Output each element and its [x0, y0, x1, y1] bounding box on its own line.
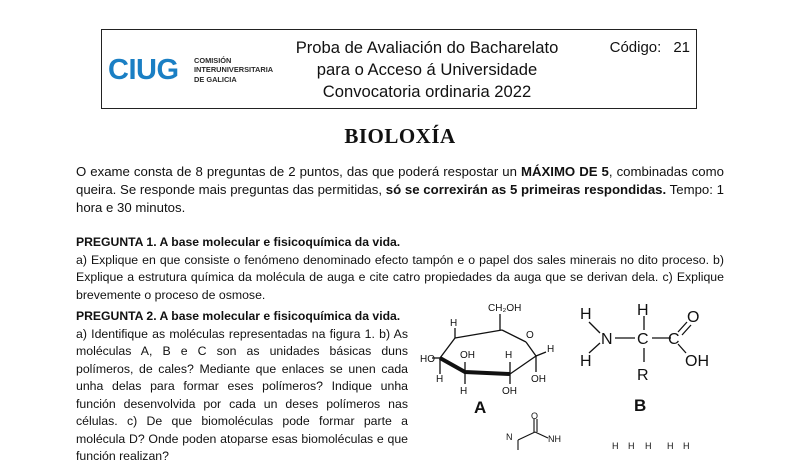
logo-line: DE GALICIA — [194, 74, 237, 84]
molecule-a-figure — [420, 300, 570, 420]
question-title: PREGUNTA 2. A base molecular e fisicoquímica da vida. — [76, 309, 401, 323]
mol-d-h: H — [645, 441, 652, 451]
molecule-d-figure — [612, 438, 732, 450]
question-1 — [76, 234, 724, 304]
mol-b-h: H — [580, 306, 592, 323]
intro-bold: MÁXIMO DE 5 — [520, 164, 609, 179]
mol-b-h: H — [637, 302, 649, 319]
exam-header — [101, 29, 697, 109]
ciug-logo — [108, 53, 288, 87]
mol-d-h: H — [628, 441, 635, 451]
question-text: a) Explique en que consiste o fenómeno denominado efecto tampón e o papel dos sales minerais no dito proceso. b) Explique a estrutura química da molécula de auga e cite catro propiedades da auga que se derivan dela. c) Explique brevemente o proceso de osmose. — [76, 252, 724, 302]
mol-b-c: C — [637, 331, 649, 348]
question-text: a) Identifique as moléculas representadas na figura 1. b) As moléculas A, B e C son as unidades básicas duns polímeros, de cales? Mediante que enlaces se unen cada unha delas para formar eses polímeros? Indique unha función desenvolvida por cada un deses polímeros nas células. c) De que biomoléculas pode formar parte a molécula D? Onde poden atoparse esas biomoléculas e que función realizan? — [76, 326, 408, 463]
exam-title-line: Proba de Avaliación do Bacharelato — [295, 38, 559, 57]
mol-c-o: O — [531, 411, 539, 421]
mol-a-h: H — [547, 344, 555, 355]
mol-a-oh: OH — [502, 386, 517, 397]
exam-title — [282, 37, 572, 103]
mol-a-h: H — [450, 318, 458, 329]
mol-b-oh: OH — [685, 353, 709, 370]
code-label: Código: — [609, 39, 662, 56]
code-value: 21 — [673, 39, 690, 56]
mol-d-h: H — [667, 441, 674, 451]
mol-d-h: H — [683, 441, 690, 451]
mol-a-h: H — [436, 374, 444, 385]
figure-label-a: A — [474, 398, 487, 417]
mol-a-h: H — [460, 386, 468, 397]
mol-c-nh: NH — [548, 434, 561, 444]
exam-title-line: para o Acceso á Universidade — [316, 60, 538, 79]
mol-c-n: N — [506, 432, 513, 442]
mol-a-ho: HO — [420, 354, 435, 365]
figure-label-b: B — [634, 396, 647, 415]
logo-line: INTERUNIVERSITARIA — [194, 65, 274, 75]
intro-bold: só se correxirán as 5 primeiras respondidas. — [385, 182, 667, 197]
question-2 — [76, 308, 408, 466]
mol-a-h: H — [505, 350, 513, 361]
molecule-b-figure — [575, 298, 725, 418]
mol-a-ch2oh: CH₂OH — [488, 303, 522, 314]
mol-a-ring-o: O — [526, 330, 534, 341]
logo-line: COMISIÓN — [194, 56, 232, 65]
logo-text — [194, 56, 273, 84]
question-title: PREGUNTA 1. A base molecular e fisicoquímica da vida. — [76, 235, 401, 249]
mol-a-oh: OH — [531, 374, 546, 385]
molecule-c-figure — [498, 410, 568, 450]
exam-instructions — [76, 163, 724, 217]
intro-text: , combinadas como queira. Se responde mais preguntas das permitidas, — [76, 164, 724, 197]
mol-a-oh: OH — [460, 350, 475, 361]
mol-b-c: C — [668, 331, 680, 348]
mol-b-h: H — [580, 353, 592, 370]
logo-mark: CIUG — [108, 54, 179, 86]
exam-title-line: Convocatoria ordinaria 2022 — [322, 82, 532, 101]
subject-title: BIOLOXÍA — [344, 124, 456, 148]
mol-d-h: H — [612, 441, 619, 451]
intro-text: Tempo: 1 hora e 30 minutos. — [76, 182, 724, 215]
mol-b-r: R — [637, 367, 649, 384]
mol-b-n: N — [601, 331, 613, 348]
mol-b-o: O — [687, 309, 700, 326]
intro-text: O exame consta de 8 preguntas de 2 puntos, das que poderá respostar un — [76, 164, 521, 179]
exam-code — [610, 39, 690, 56]
